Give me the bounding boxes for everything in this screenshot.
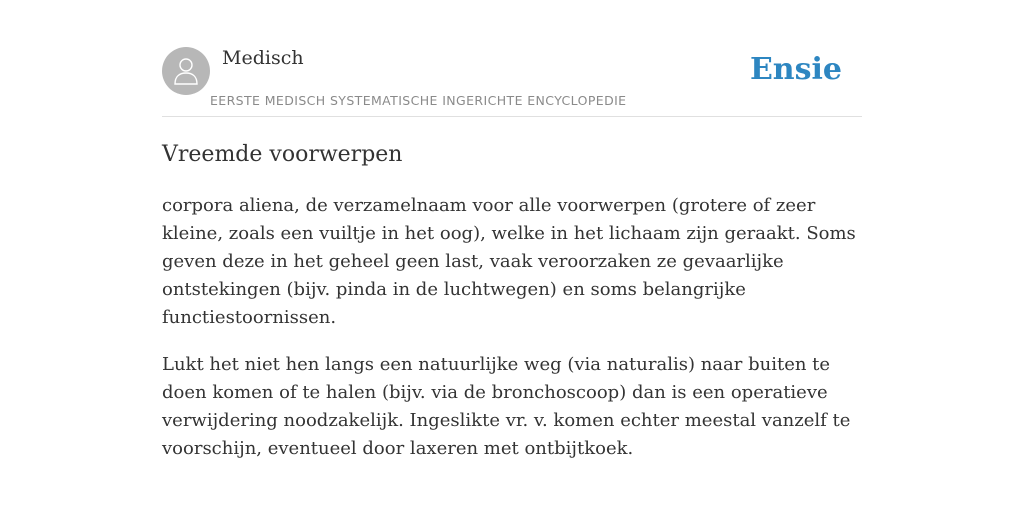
header: [162, 46, 862, 117]
article-title: Vreemde voorwerpen: [162, 142, 403, 167]
paragraph-1: corpora aliena, de verzamelnaam voor alle voorwerpen (grotere of zeer kleine, zoals een vuiltje in het oog), welke in het lichaam zijn geraakt. Soms geven deze in het geheel geen last, vaak veroorzaken ze gevaarlijke ontstekingen (bijv. pinda in de luchtwegen) en soms belangrijke functiestoornissen.: [162, 195, 856, 328]
article-body: [162, 192, 867, 482]
user-icon: [174, 57, 198, 85]
avatar[interactable]: [162, 47, 210, 95]
author-subtitle: EERSTE MEDISCH SYSTEMATISCHE INGERICHTE ENCYCLOPEDIE: [210, 93, 627, 108]
author-name[interactable]: Medisch: [222, 47, 304, 69]
paragraph-2: Lukt het niet hen langs een natuurlijke weg (via naturalis) naar buiten te doen komen of te halen (bijv. via de bronchoscoop) dan is een operatieve verwijdering noodzakelijk. Ingeslikte vr. v. komen echter meestal vanzelf te voorschijn, eventueel door laxeren met ontbijtkoek.: [162, 354, 851, 459]
brand-logo[interactable]: Ensie: [749, 52, 842, 87]
